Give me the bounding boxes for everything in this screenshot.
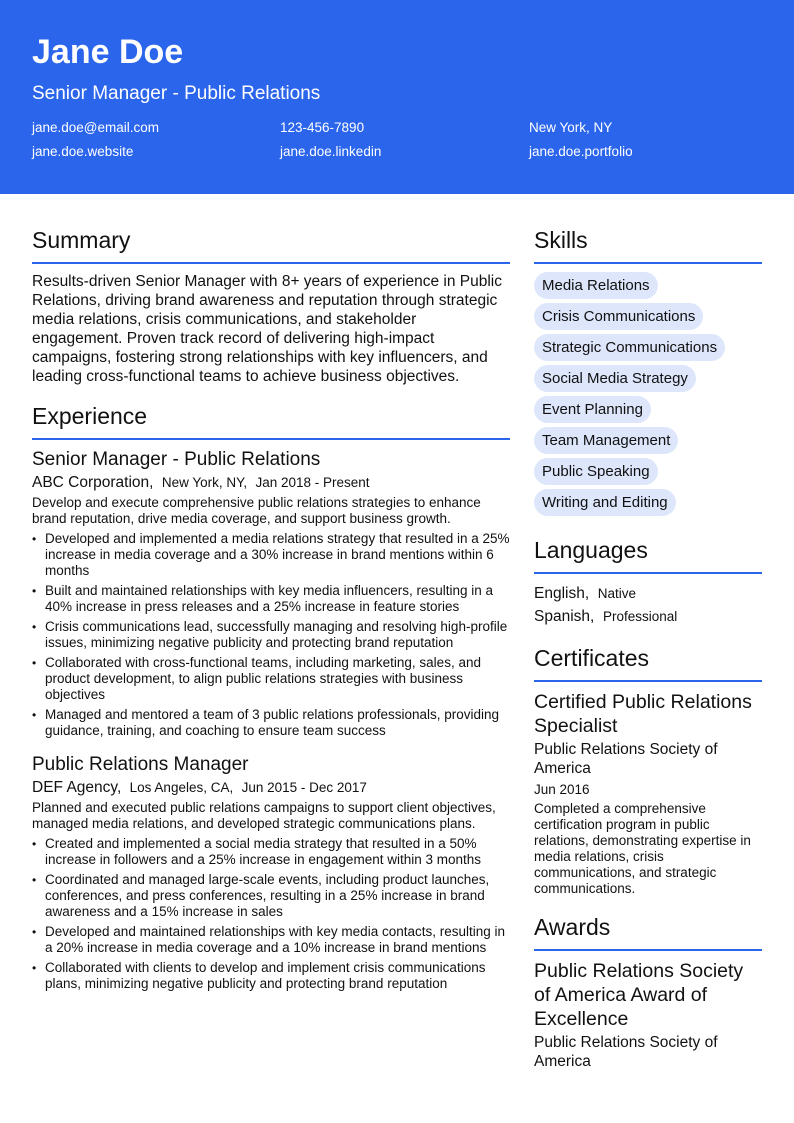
list-item: • Built and maintained relationships with key media influencers, resulting in a 40% increase in press releases and a 25% increase in feature stories <box>32 583 510 615</box>
contact-email[interactable]: jane.doe@email.com <box>32 120 160 135</box>
left-column <box>32 224 510 996</box>
section-title: Languages <box>534 537 648 563</box>
contact-location: New York, NY <box>529 120 613 135</box>
job-dates: Jan 2018 - Present <box>255 475 370 490</box>
section-divider <box>534 680 762 682</box>
language-name: English, <box>534 585 590 602</box>
section-title: Awards <box>534 914 611 940</box>
contact-portfolio[interactable]: jane.doe.portfolio <box>529 144 633 159</box>
skill-tag: Crisis Communications <box>534 303 703 330</box>
skill-tag: Social Media Strategy <box>534 365 696 392</box>
section-divider <box>534 262 762 264</box>
section-divider <box>32 262 510 264</box>
award-organization: Public Relations Society of America <box>534 1034 718 1070</box>
certificate-name: Certified Public Relations Specialist <box>534 691 752 737</box>
list-item: • Developed and maintained relationships with key media contacts, resulting in a 20% increase in media coverage and a 10% increase in brand mentions <box>32 924 510 956</box>
job-dates: Jun 2015 - Dec 2017 <box>241 780 367 795</box>
awards-section <box>534 911 762 1071</box>
contact-phone[interactable]: 123-456-7890 <box>280 120 365 135</box>
candidate-headline: Senior Manager - Public Relations <box>32 83 321 104</box>
section-title: Experience <box>32 403 148 429</box>
list-item: • Collaborated with clients to develop and implement crisis communications plans, minimizing negative publicity and protecting brand reputation <box>32 960 510 992</box>
job-entry <box>32 753 510 992</box>
list-item: • Coordinated and managed large-scale events, including product launches, conferences, and press conferences, resulting in a 25% increase in brand awareness and a 15% increase in sales <box>32 872 510 920</box>
job-location: New York, NY, <box>161 475 248 490</box>
certificates-section <box>534 642 762 897</box>
job-description: Develop and execute comprehensive public relations strategies to enhance brand reputation, drive media coverage, and support business growth. <box>32 495 481 526</box>
skill-tag: Strategic Communications <box>534 334 725 361</box>
list-item: • Collaborated with cross-functional teams, including marketing, sales, and product development, to align public relations strategies with business objectives <box>32 655 510 703</box>
list-item: • Crisis communications lead, successfully managing and resolving high-profile issues, minimizing negative publicity and protecting brand reputation <box>32 619 510 651</box>
contact-info <box>32 120 762 160</box>
language-item <box>534 582 762 605</box>
award-name: Public Relations Society of America Award of Excellence <box>534 960 744 1030</box>
skill-tag: Public Speaking <box>534 458 658 485</box>
job-entry <box>32 448 510 739</box>
section-title: Skills <box>534 227 588 253</box>
contact-website[interactable]: jane.doe.website <box>32 144 134 159</box>
section-divider <box>32 438 510 440</box>
section-divider <box>534 572 762 574</box>
experience-section <box>32 400 510 992</box>
languages-section <box>534 534 762 628</box>
section-title: Summary <box>32 227 131 253</box>
job-description: Planned and executed public relations campaigns to support client objectives, managed media relations, and developed strategic communications plans. <box>32 800 496 831</box>
section-divider <box>534 949 762 951</box>
certificate-issuer: Public Relations Society of America <box>534 741 718 777</box>
summary-section <box>32 224 510 386</box>
job-meta <box>32 778 510 798</box>
section-title: Certificates <box>534 645 650 671</box>
job-meta <box>32 473 510 493</box>
job-title: Public Relations Manager <box>32 754 249 775</box>
job-company: ABC Corporation, <box>32 474 154 491</box>
language-item <box>534 605 762 628</box>
right-column <box>534 224 762 1071</box>
list-item: • Managed and mentored a team of 3 public relations professionals, providing guidance, training, and coaching to ensure team success <box>32 707 510 739</box>
job-company: DEF Agency, <box>32 779 122 796</box>
job-achievements <box>32 836 510 992</box>
language-level: Professional <box>602 609 678 624</box>
candidate-name: Jane Doe <box>32 33 184 71</box>
summary-text: Results-driven Senior Manager with 8+ years of experience in Public Relations, driving brand awareness and reputation through strategic media relations, crisis communications, and stakeholder engagement. Proven track record of delivering high-impact campaigns, fostering strong relationships with key influencers, and leading cross-functional teams to achieve business objectives. <box>32 273 502 385</box>
list-item: • Created and implemented a social media strategy that resulted in a 50% increase in followers and a 25% increase in engagement within 3 months <box>32 836 510 868</box>
job-achievements <box>32 531 510 739</box>
certificate-description: Completed a comprehensive certification program in public relations, demonstrating expertise in media relations, crisis communications, and strategic communications. <box>534 801 751 896</box>
job-title: Senior Manager - Public Relations <box>32 449 321 470</box>
skill-tag: Team Management <box>534 427 678 454</box>
resume-header <box>0 0 794 194</box>
language-name: Spanish, <box>534 608 595 625</box>
certificate-date: Jun 2016 <box>534 782 590 797</box>
job-location: Los Angeles, CA, <box>129 780 234 795</box>
language-level: Native <box>597 586 637 601</box>
skill-tag: Writing and Editing <box>534 489 676 516</box>
skill-tag: Media Relations <box>534 272 658 299</box>
contact-linkedin[interactable]: jane.doe.linkedin <box>280 144 382 159</box>
skills-section <box>534 224 762 520</box>
skills-list <box>534 272 762 520</box>
skill-tag: Event Planning <box>534 396 651 423</box>
list-item: • Developed and implemented a media relations strategy that resulted in a 25% increase in media coverage and a 30% increase in brand mentions within 6 months <box>32 531 510 579</box>
